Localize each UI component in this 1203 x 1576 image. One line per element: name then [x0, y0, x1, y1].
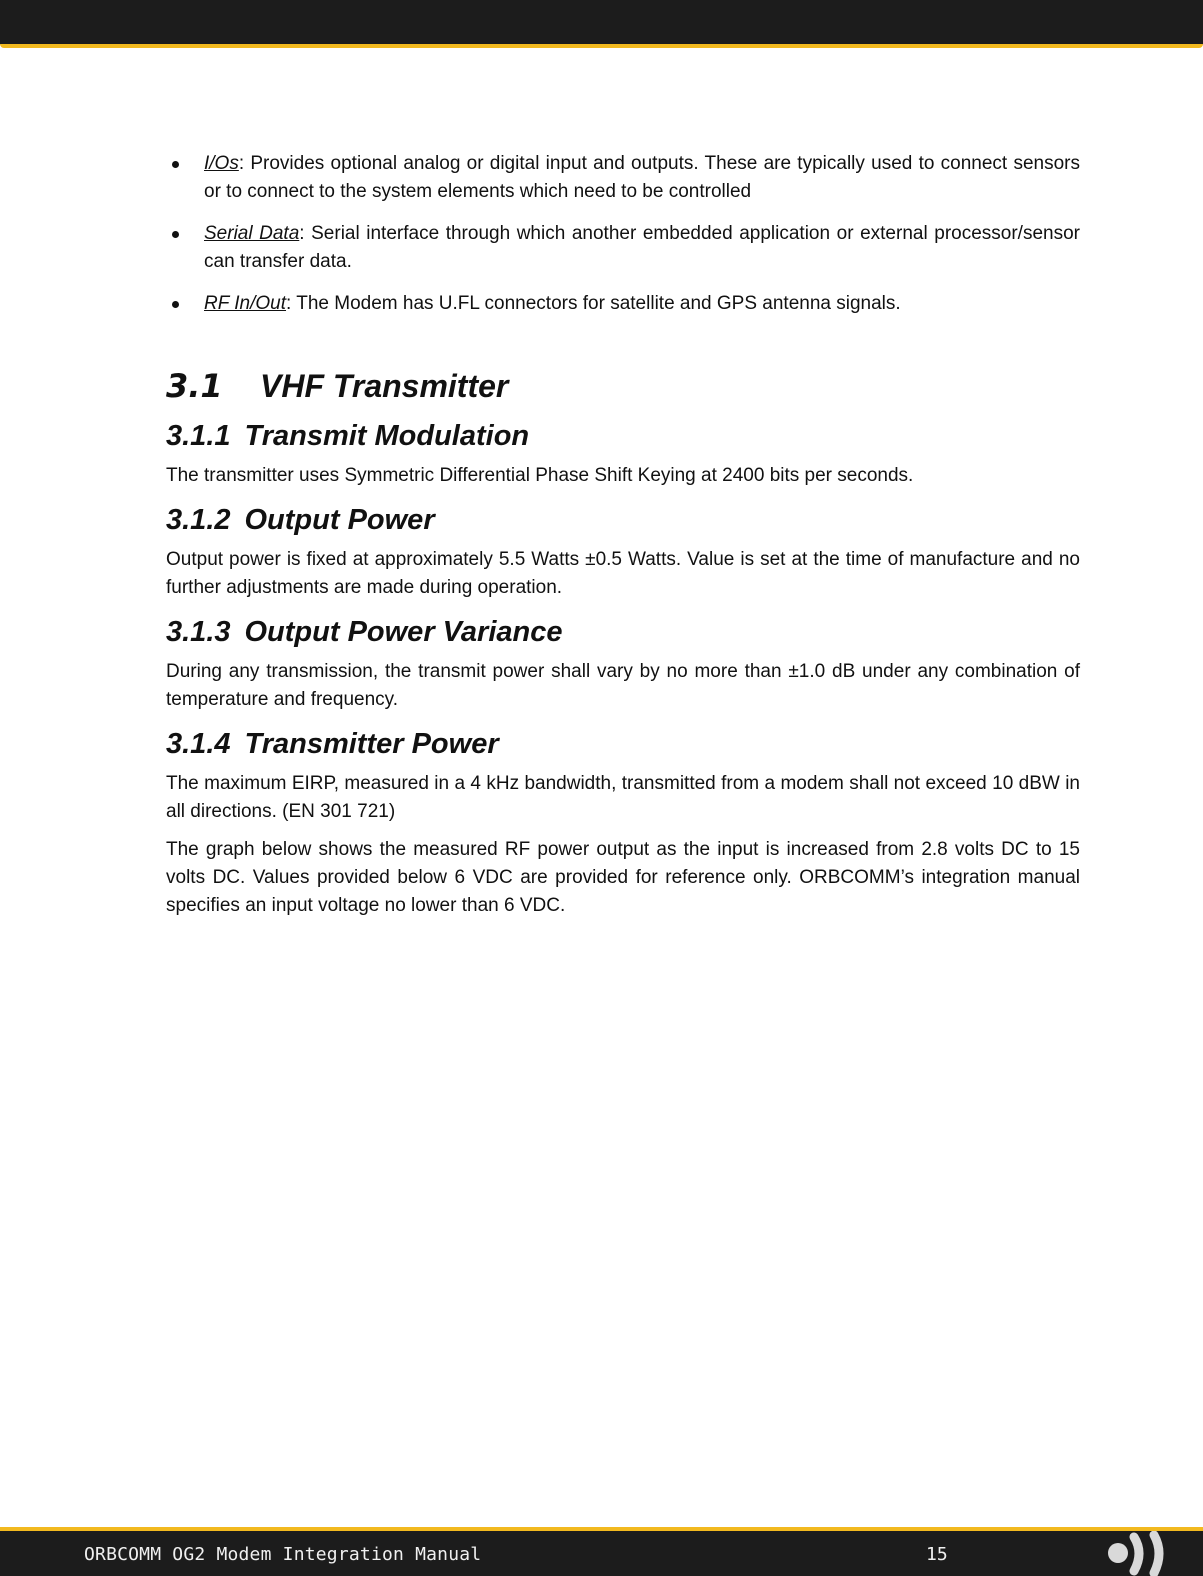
- bullet-icon: [172, 231, 179, 238]
- bullet-icon: [172, 161, 179, 168]
- header-bar: [0, 0, 1203, 48]
- section-number: 3.1: [166, 367, 223, 405]
- subsection-heading: [166, 612, 1080, 652]
- subsection-heading: [166, 500, 1080, 540]
- bullet-text: : Serial interface through which another embedded application or external processor/sensor can transfer data.: [204, 223, 1080, 272]
- subsection-title: Transmit Modulation: [244, 420, 530, 452]
- list-item: [166, 220, 1080, 276]
- subsection-number: 3.1.3: [166, 616, 231, 648]
- bullet-term: Serial Data: [204, 223, 300, 244]
- paragraph: The transmitter uses Symmetric Differential Phase Shift Keying at 2400 bits per seconds.: [166, 465, 914, 486]
- section-heading: [166, 366, 1080, 406]
- paragraph: The graph below shows the measured RF power output as the input is increased from 2.8 volts DC to 15 volts DC. Values provided below 6 VDC are provided for reference only. ORBCOMM’s integration manual specifies an input voltage no lower than 6 VDC.: [166, 839, 1080, 916]
- orbcomm-logo-icon: [1100, 1531, 1190, 1576]
- paragraph: During any transmission, the transmit power shall vary by no more than ±1.0 dB under any combination of temperature and frequency.: [166, 661, 1080, 710]
- subsection-number: 3.1.4: [166, 728, 231, 760]
- page-number: 15: [926, 1544, 948, 1565]
- subsection-number: 3.1.2: [166, 504, 231, 536]
- subsection-title: Output Power Variance: [244, 616, 563, 648]
- subsection-title: Output Power: [244, 504, 435, 536]
- bullet-term: I/Os: [204, 153, 239, 174]
- bullet-list: [166, 150, 1080, 318]
- list-item: [166, 290, 1080, 318]
- paragraph: The maximum EIRP, measured in a 4 kHz bandwidth, transmitted from a modem shall not exceed 10 dBW in all directions. (EN 301 721): [166, 773, 1080, 822]
- subsection-heading: [166, 724, 1080, 764]
- section-title: VHF Transmitter: [260, 368, 509, 404]
- page-content: [166, 150, 1080, 930]
- bullet-icon: [172, 301, 179, 308]
- subsection-title: Transmitter Power: [244, 728, 499, 760]
- subsection-heading: [166, 416, 1080, 456]
- subsection-number: 3.1.1: [166, 420, 231, 452]
- paragraph: Output power is fixed at approximately 5.5 Watts ±0.5 Watts. Value is set at the time of manufacture and no further adjustments are made during operation.: [166, 549, 1080, 598]
- bullet-text: : Provides optional analog or digital input and outputs. These are typically used to connect sensors or to connect to the system elements which need to be controlled: [204, 153, 1080, 202]
- list-item: [166, 150, 1080, 206]
- footer-bar: [0, 1527, 1203, 1576]
- bullet-term: RF In/Out: [204, 293, 287, 314]
- footer-title: ORBCOMM OG2 Modem Integration Manual: [84, 1544, 482, 1565]
- bullet-text: : The Modem has U.FL connectors for satellite and GPS antenna signals.: [286, 293, 901, 314]
